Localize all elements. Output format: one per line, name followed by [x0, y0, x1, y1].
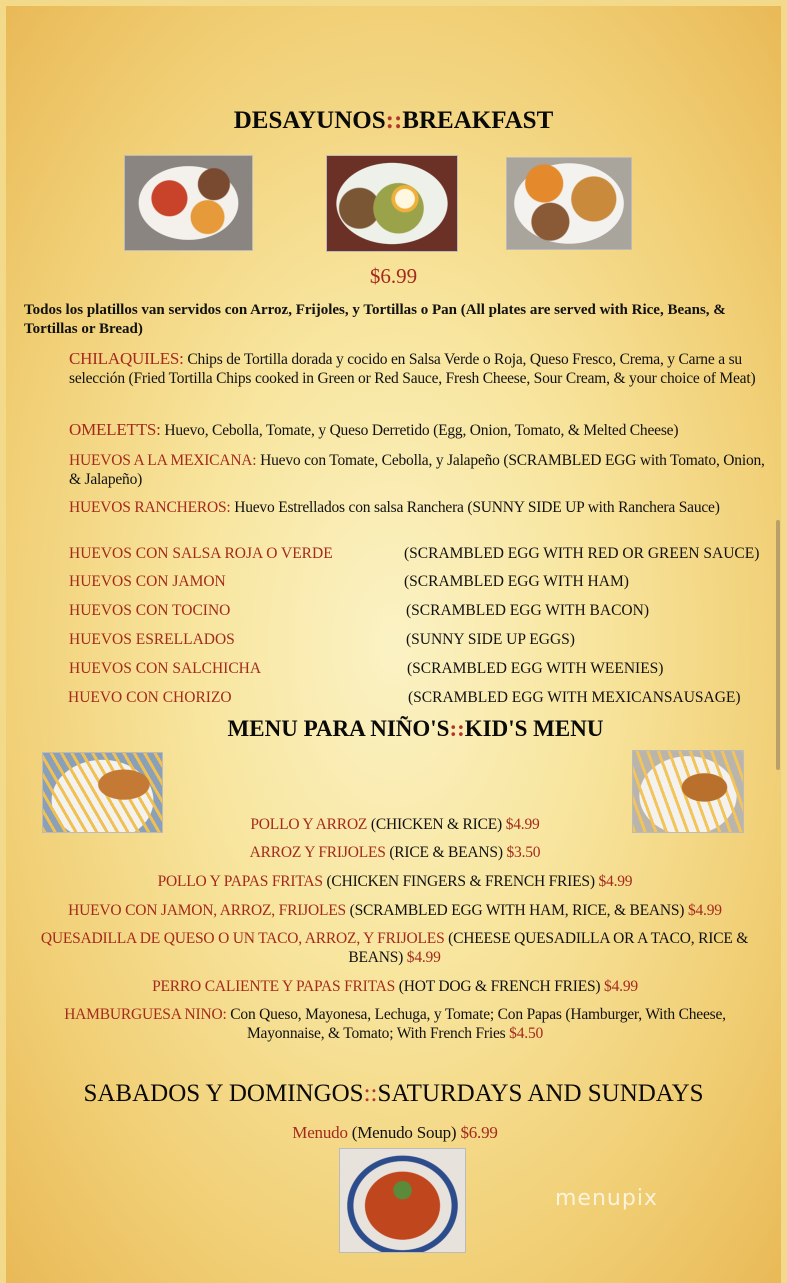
- eggs-rice-photo: [506, 157, 632, 250]
- weekend-item: Menudo (Menudo Soup) $6.99: [292, 1123, 498, 1142]
- egg-item-en: (SUNNY SIDE UP EGGS): [406, 631, 575, 648]
- egg-item-es: HUEVOS CON SALCHICHA: [69, 660, 262, 677]
- breakfast-note: Todos los platillos van servidos con Arroz, Frijoles, y Tortillas o Pan (All plates are served with Rice, Beans, & Tortillas or Bread): [24, 302, 726, 337]
- scrollbar[interactable]: [776, 520, 780, 770]
- heading-es: DESAYUNOS: [233, 107, 386, 134]
- egg-item-es: HUEVOS CON JAMON: [69, 573, 226, 590]
- breakfast-heading: [0, 107, 787, 135]
- weekend-heading: SABADOS Y DOMINGOS::SATURDAYS AND SUNDAYS: [83, 1080, 704, 1107]
- egg-item-es: HUEVOS CON SALSA ROJA O VERDE: [69, 545, 333, 562]
- menu-item: HUEVOS RANCHEROS: Huevo Estrellados con salsa Ranchera (SUNNY SIDE UP with Ranchera Sauce): [69, 499, 720, 516]
- egg-item-en: (SCRAMBLED EGG WITH HAM): [404, 573, 629, 590]
- chilaquiles-photo: [124, 155, 253, 251]
- heading-sep: ::: [385, 107, 403, 134]
- egg-item-es: HUEVOS CON TOCINO: [69, 602, 231, 619]
- kids-item: POLLO Y PAPAS FRITAS (CHICKEN FINGERS & FRENCH FRIES) $4.99: [157, 873, 633, 890]
- kids-item: HUEVO CON JAMON, ARROZ, FRIJOLES (SCRAMBLED EGG WITH HAM, RICE, & BEANS) $4.99: [68, 902, 722, 919]
- egg-item-en: (SCRAMBLED EGG WITH WEENIES): [407, 660, 664, 677]
- menudo-photo: [339, 1148, 466, 1253]
- egg-item-en: (SCRAMBLED EGG WITH RED OR GREEN SAUCE): [404, 545, 760, 562]
- kids-heading: MENU PARA NIÑO'S::KID'S MENU: [227, 716, 604, 741]
- menu-item: HUEVOS A LA MEXICANA: Huevo con Tomate, Cebolla, y Jalapeño (SCRAMBLED EGG with Tomato, Onion, & Jalapeño): [69, 452, 765, 488]
- menu-item: OMELETTS: Huevo, Cebolla, Tomate, y Queso Derretido (Egg, Onion, Tomato, & Melted Cheese): [69, 420, 679, 439]
- kids-item: POLLO Y ARROZ (CHICKEN & RICE) $4.99: [250, 816, 540, 833]
- egg-item-es: HUEVO CON CHORIZO: [68, 689, 232, 706]
- egg-item-en: (SCRAMBLED EGG WITH MEXICANSAUSAGE): [408, 689, 741, 706]
- kids-item: PERRO CALIENTE Y PAPAS FRITAS (HOT DOG & FRENCH FRIES) $4.99: [152, 978, 638, 995]
- kids-item: ARROZ Y FRIJOLES (RICE & BEANS) $3.50: [249, 844, 541, 861]
- menu-item: CHILAQUILES: Chips de Tortilla dorada y cocido en Salsa Verde o Roja, Queso Fresco, Crema, y Carne a su selección (Fried Tortilla Chips cooked in Green or Red Sauce, Fresh Cheese, Sour Cream, & your choice of Meat): [69, 349, 756, 387]
- heading-en: BREAKFAST: [402, 107, 554, 134]
- egg-item-en: (SCRAMBLED EGG WITH BACON): [406, 602, 649, 619]
- huevos-photo: [326, 155, 458, 252]
- kids-item: HAMBURGUESA NINO: Con Queso, Mayonesa, Lechuga, y Tomate; Con Papas (Hamburger, With Cheese, Mayonnaise, & Tomato; With French Fries $4.50: [64, 1006, 726, 1042]
- egg-item-es: HUEVOS ESRELLADOS: [69, 631, 235, 648]
- watermark: menupix: [555, 1186, 658, 1211]
- breakfast-price: $6.99: [369, 264, 418, 288]
- kids-item: QUESADILLA DE QUESO O UN TACO, ARROZ, Y FRIJOLES (CHEESE QUESADILLA OR A TACO, RICE & BEANS) $4.99: [40, 930, 749, 966]
